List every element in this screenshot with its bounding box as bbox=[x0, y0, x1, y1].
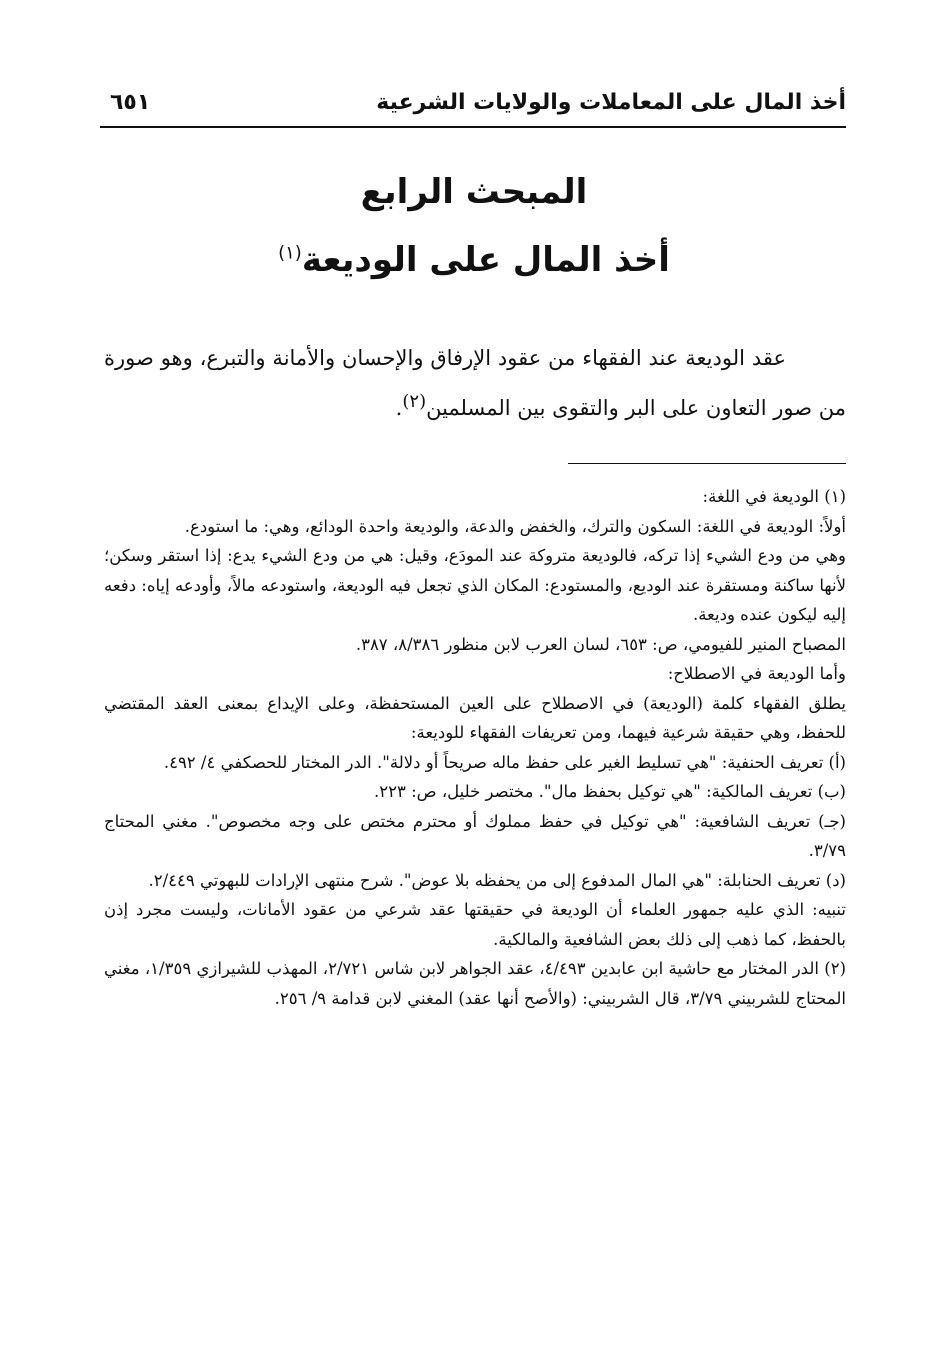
page-number: ٦٥١ bbox=[110, 90, 151, 115]
footnote-line: المصباح المنير للفيومي، ص: ٦٥٣، لسان العرب لابن منظور ٨/٣٨٦، ٣٨٧. bbox=[355, 634, 846, 654]
footnote-1-heading: (١) الوديعة في اللغة: bbox=[702, 487, 846, 506]
running-header bbox=[100, 90, 846, 126]
footnote-line: أولاً: الوديعة في اللغة: السكون والترك، والخفض والدعة، والوديعة واحدة الودائع، وهي: ما استودع. bbox=[184, 516, 846, 536]
footnote-line: (أ) تعريف الحنفية: "هي تسليط الغير على حفظ ماله صريحاً أو دلالة". الدر المختار للحصكفي ٤/ ٤٩٢. bbox=[163, 752, 846, 772]
footnote-line: (جـ) تعريف الشافعية: "هي توكيل في حفظ مملوك أو محترم مختص على وجه مخصوص". مغني المحتاج ٣/٧٩. bbox=[104, 811, 846, 860]
chapter-title bbox=[0, 240, 948, 280]
footnote-line: (ب) تعريف المالكية: "هي توكيل بحفظ مال". مختصر خليل، ص: ٢٢٣. bbox=[373, 782, 846, 801]
footnote-line: يطلق الفقهاء كلمة (الوديعة) في الاصطلاح على العين المستحفظة، وعلى الإيداع بمعنى العقد المقتضي للحفظ، وهي حقيقة شرعية فيهما، ومن تعريفات الفقهاء للوديعة: bbox=[104, 693, 846, 742]
running-title: أخذ المال على المعاملات والولايات الشرعية bbox=[376, 90, 846, 115]
body-paragraph bbox=[104, 336, 846, 430]
footnote-line: وهي من ودع الشيء إذا تركه، فالوديعة متروكة عند المودَع، وقيل: هي من ودع الشيء يدع: إذا استقر وسكن؛ لأنها ساكنة ومستقرة عند الوديع، والمستودع: المكان الذي تجعل فيه الوديعة، واستودعه مالاً، وأودعه إياه: دفعه إليه ليكون عنده وديعة. bbox=[104, 546, 846, 624]
footnote-ref-2: (٢) bbox=[402, 391, 427, 412]
footnotes bbox=[104, 482, 846, 1013]
body-paragraph-text: عقد الوديعة عند الفقهاء من عقود الإرفاق والإحسان والأمانة والتبرع، وهو صورة من صور التعاون على البر والتقوى بين المسلمين bbox=[104, 346, 846, 420]
section-heading: المبحث الرابع bbox=[360, 172, 588, 212]
footnote-rule bbox=[568, 463, 846, 464]
footnote-2: (٢) الدر المختار مع حاشية ابن عابدين ٤/٤٩٣، عقد الجواهر لابن شاس ٢/٧٢١، المهذب للشيرازي ١/٣٥٩، مغني المحتاج للشربيني ٣/٧٩، قال الشربيني: (والأصح أنها عقد) المغني لابن قدامة ٩/ ٢٥٦. bbox=[104, 959, 847, 1008]
footnote-line: وأما الوديعة في الاصطلاح: bbox=[667, 664, 846, 683]
footnote-ref-1: (١) bbox=[278, 242, 302, 264]
footnote-line: تنبيه: الذي عليه جمهور العلماء أن الوديعة في حقيقتها عقد شرعي من عقود الأمانات، وليست مجرد إذن بالحفظ، كما ذهب إلى ذلك بعض الشافعية والمالكية. bbox=[104, 900, 846, 949]
header-rule bbox=[100, 126, 846, 128]
chapter-title-text: أخذ المال على الوديعة bbox=[301, 240, 670, 280]
body-paragraph-end: . bbox=[395, 396, 403, 420]
footnote-line: (د) تعريف الحنابلة: "هي المال المدفوع إلى من يحفظه بلا عوض". شرح منتهى الإرادات للبهوتي ٢/٤٤٩. bbox=[148, 870, 846, 890]
